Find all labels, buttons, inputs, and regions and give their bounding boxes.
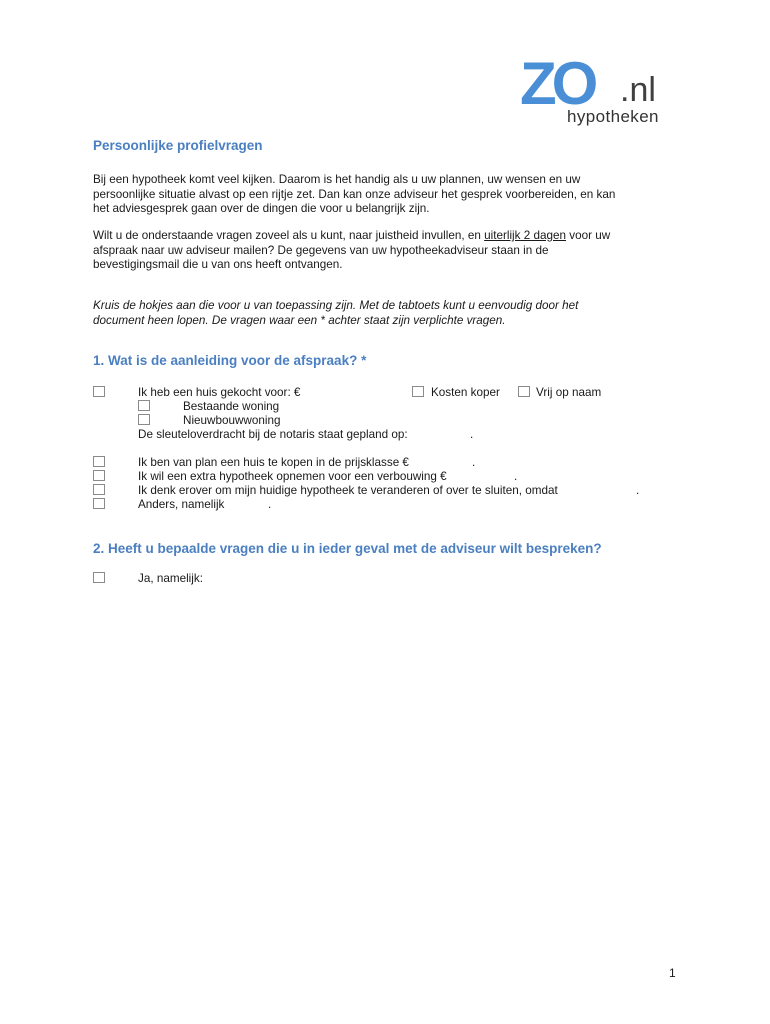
extra-hypotheek-field-end: . [514,470,518,483]
intro-paragraph-1 [93,173,683,217]
text-line: Kruis de hokjes aan die voor u van toepassing zijn. Met de tabtoets kunt u eenvoudig door het [93,299,579,312]
zo-nl-logo [520,50,670,128]
option-bestaande-woning: Bestaande woning [183,400,280,413]
text-line: het adviesgesprek gaan over de dingen die voor u belangrijk zijn. [93,202,430,215]
deadline-underlined: uiterlijk 2 dagen [484,229,566,242]
logo-brand: ZO [520,50,594,117]
text-line: document heen lopen. De vragen waar een * achter staat zijn verplichte vragen. [93,313,506,327]
option-hypotheek-veranderen: Ik denk erover om mijn huidige hypotheek te veranderen of over te sluiten, omdat [138,484,558,497]
hypotheek-veranderen-field-end: . [636,484,640,497]
checkbox-huis-gekocht[interactable] [93,386,105,397]
intro-paragraph-2 [93,229,683,273]
option-nieuwbouwwoning: Nieuwbouwwoning [183,414,281,427]
plan-kopen-field-end: . [472,456,476,469]
checkbox-hypotheek-veranderen[interactable] [93,484,105,495]
anders-field-end: . [268,498,272,511]
checkbox-kosten-koper[interactable] [412,386,424,397]
checkbox-bestaande-woning[interactable] [138,400,150,411]
option-plan-kopen: Ik ben van plan een huis te kopen in de prijsklasse € [138,456,409,469]
page-number: 1 [669,966,676,980]
text-line: afspraak naar uw adviseur mailen? De gegevens van uw hypotheekadviseur staan in de [93,243,549,257]
question-2-heading: 2. Heeft u bepaalde vragen die u in ieder geval met de adviseur wilt bespreken? [93,541,602,556]
text-segment: voor uw [566,229,611,242]
text-segment: Wilt u de onderstaande vragen zoveel als u kunt, naar juistheid invullen, en [93,229,485,242]
checkbox-anders[interactable] [93,498,105,509]
text-line: persoonlijke situatie alvast op een rijtje zet. Dan kan onze adviseur het gesprek voorbereiden, en kan [93,187,616,201]
option-kosten-koper: Kosten koper [431,386,500,399]
checkbox-extra-hypotheek[interactable] [93,470,105,481]
checkbox-ja-namelijk[interactable] [93,572,105,583]
option-ja-namelijk: Ja, namelijk: [138,572,203,585]
logo-subtitle: hypotheken [567,107,659,126]
sleuteloverdracht-label: De sleuteloverdracht bij de notaris staat gepland op: [138,428,408,441]
checkbox-vrij-op-naam[interactable] [518,386,530,397]
question-1-heading: 1. Wat is de aanleiding voor de afspraak? * [93,353,367,368]
text-line [93,229,683,244]
checkbox-nieuwbouwwoning[interactable] [138,414,150,425]
text-line: bevestigingsmail die u van ons heeft ontvangen. [93,258,343,271]
checkbox-plan-kopen[interactable] [93,456,105,467]
option-anders: Anders, namelijk [138,498,225,511]
page-title: Persoonlijke profielvragen [93,138,263,153]
option-vrij-op-naam: Vrij op naam [536,386,602,399]
instructions-paragraph [93,299,683,328]
logo-tld: .nl [620,71,656,109]
sleuteloverdracht-field-end: . [470,428,474,441]
option-extra-hypotheek: Ik wil een extra hypotheek opnemen voor een verbouwing € [138,470,447,483]
option-huis-gekocht: Ik heb een huis gekocht voor: € [138,386,301,399]
text-line: Bij een hypotheek komt veel kijken. Daarom is het handig als u uw plannen, uw wensen en uw [93,173,581,186]
